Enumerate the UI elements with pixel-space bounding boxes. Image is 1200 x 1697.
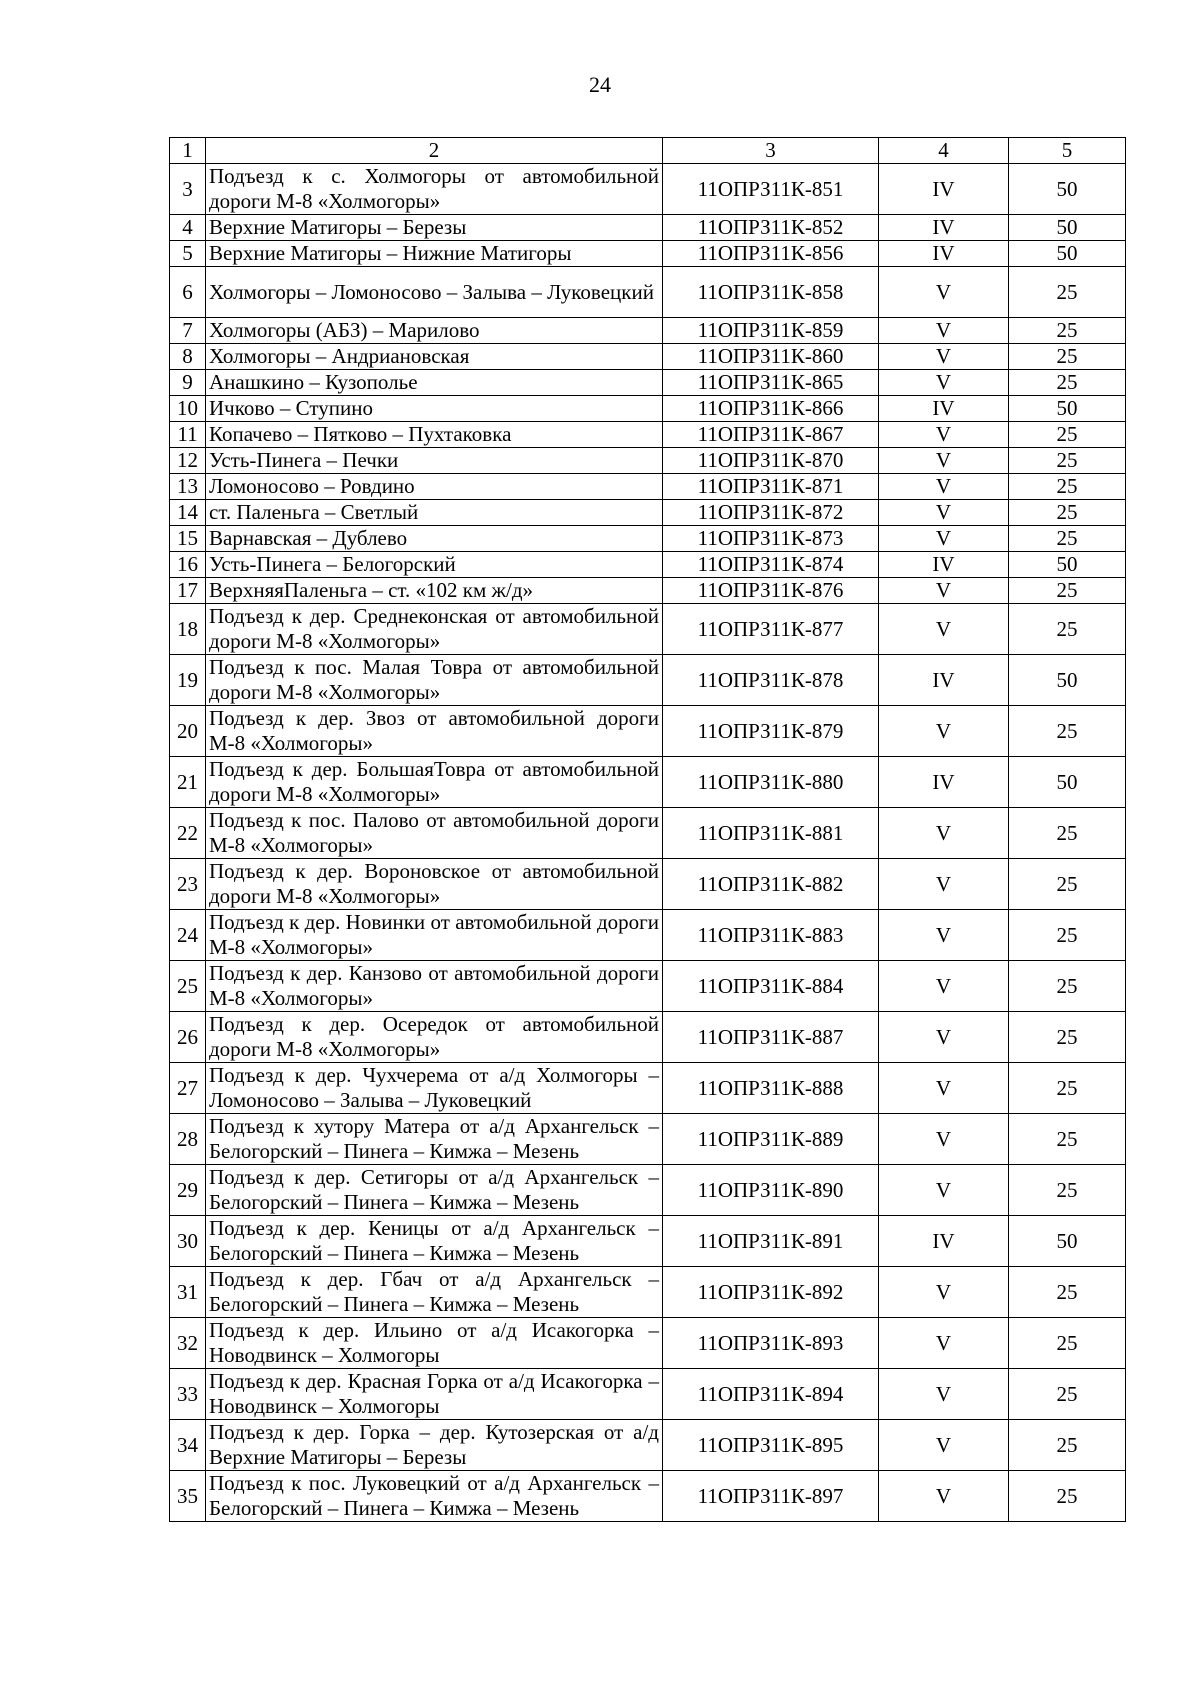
road-width: 25	[1009, 344, 1126, 370]
road-code: 11ОПРЗ11К-891	[663, 1216, 879, 1267]
road-code: 11ОПРЗ11К-892	[663, 1267, 879, 1318]
table-row	[170, 757, 1126, 808]
road-width: 50	[1009, 215, 1126, 241]
road-name: Подъезд к дер. Чухчерема от а/д Холмогоры – Ломоносово – Залыва – Луковецкий	[206, 1063, 663, 1114]
table-row	[170, 552, 1126, 578]
road-name: Подъезд к дер. Кеницы от а/д Архангельск – Белогорский – Пинега – Кимжа – Мезень	[206, 1216, 663, 1267]
road-code: 11ОПРЗ11К-887	[663, 1012, 879, 1063]
road-width: 25	[1009, 448, 1126, 474]
road-name: Подъезд к дер. Горка – дер. Кутозерская от а/д Верхние Матигоры – Березы	[206, 1420, 663, 1471]
road-width: 25	[1009, 910, 1126, 961]
road-code: 11ОПРЗ11К-851	[663, 164, 879, 215]
table-row	[170, 474, 1126, 500]
road-category: V	[879, 604, 1009, 655]
table-row	[170, 910, 1126, 961]
road-category: V	[879, 1318, 1009, 1369]
road-width: 25	[1009, 1063, 1126, 1114]
row-number: 5	[170, 241, 206, 267]
road-code: 11ОПРЗ11К-856	[663, 241, 879, 267]
table-row	[170, 526, 1126, 552]
road-code: 11ОПРЗ11К-881	[663, 808, 879, 859]
road-category: V	[879, 267, 1009, 318]
road-name: Анашкино – Кузополье	[206, 370, 663, 396]
table-row	[170, 578, 1126, 604]
table-row	[170, 1471, 1126, 1522]
road-name: Подъезд к хутору Матера от а/д Архангельск – Белогорский – Пинега – Кимжа – Мезень	[206, 1114, 663, 1165]
table-row	[170, 604, 1126, 655]
road-width: 25	[1009, 500, 1126, 526]
road-code: 11ОПРЗ11К-871	[663, 474, 879, 500]
table-row	[170, 500, 1126, 526]
road-category: V	[879, 578, 1009, 604]
road-width: 25	[1009, 1369, 1126, 1420]
road-width: 50	[1009, 757, 1126, 808]
road-name: ст. Паленьга – Светлый	[206, 500, 663, 526]
row-number: 14	[170, 500, 206, 526]
row-number: 15	[170, 526, 206, 552]
road-category: V	[879, 1012, 1009, 1063]
table-row	[170, 706, 1126, 757]
road-width: 25	[1009, 1165, 1126, 1216]
road-category: V	[879, 1267, 1009, 1318]
header-col-1: 1	[170, 138, 206, 164]
road-code: 11ОПРЗ11К-872	[663, 500, 879, 526]
road-code: 11ОПРЗ11К-894	[663, 1369, 879, 1420]
road-name: Верхние Матигоры – Нижние Матигоры	[206, 241, 663, 267]
road-code: 11ОПРЗ11К-860	[663, 344, 879, 370]
road-code: 11ОПРЗ11К-873	[663, 526, 879, 552]
row-number: 32	[170, 1318, 206, 1369]
table-row	[170, 241, 1126, 267]
table-row	[170, 1267, 1126, 1318]
table-row	[170, 1114, 1126, 1165]
road-category: V	[879, 500, 1009, 526]
row-number: 30	[170, 1216, 206, 1267]
road-name: Подъезд к дер. Звоз от автомобильной дороги М-8 «Холмогоры»	[206, 706, 663, 757]
road-width: 25	[1009, 961, 1126, 1012]
road-width: 50	[1009, 1216, 1126, 1267]
table-row	[170, 859, 1126, 910]
road-width: 25	[1009, 604, 1126, 655]
road-name: Подъезд к дер. Среднеконская от автомобильной дороги М-8 «Холмогоры»	[206, 604, 663, 655]
road-code: 11ОПРЗ11К-893	[663, 1318, 879, 1369]
table-row	[170, 164, 1126, 215]
row-number: 20	[170, 706, 206, 757]
road-category: V	[879, 344, 1009, 370]
road-category: V	[879, 1369, 1009, 1420]
road-code: 11ОПРЗ11К-865	[663, 370, 879, 396]
road-name: Подъезд к дер. Новинки от автомобильной дороги М-8 «Холмогоры»	[206, 910, 663, 961]
row-number: 31	[170, 1267, 206, 1318]
road-name: Ичково – Ступино	[206, 396, 663, 422]
row-number: 6	[170, 267, 206, 318]
road-category: IV	[879, 757, 1009, 808]
road-code: 11ОПРЗ11К-877	[663, 604, 879, 655]
road-name: Верхние Матигоры – Березы	[206, 215, 663, 241]
road-category: IV	[879, 655, 1009, 706]
road-width: 25	[1009, 370, 1126, 396]
road-code: 11ОПРЗ11К-880	[663, 757, 879, 808]
row-number: 25	[170, 961, 206, 1012]
table-row	[170, 344, 1126, 370]
road-width: 25	[1009, 526, 1126, 552]
road-name: Копачево – Пятково – Пухтаковка	[206, 422, 663, 448]
road-category: IV	[879, 241, 1009, 267]
table-row	[170, 267, 1126, 318]
table-row	[170, 808, 1126, 859]
road-category: V	[879, 1165, 1009, 1216]
road-width: 50	[1009, 241, 1126, 267]
road-width: 25	[1009, 1114, 1126, 1165]
road-category: V	[879, 1471, 1009, 1522]
road-width: 25	[1009, 706, 1126, 757]
row-number: 17	[170, 578, 206, 604]
road-width: 25	[1009, 1318, 1126, 1369]
road-name: Усть-Пинега – Печки	[206, 448, 663, 474]
row-number: 19	[170, 655, 206, 706]
road-category: IV	[879, 396, 1009, 422]
row-number: 8	[170, 344, 206, 370]
row-number: 33	[170, 1369, 206, 1420]
road-category: IV	[879, 215, 1009, 241]
row-number: 35	[170, 1471, 206, 1522]
road-category: V	[879, 1420, 1009, 1471]
row-number: 21	[170, 757, 206, 808]
road-name: Подъезд к дер. Канзово от автомобильной дороги М-8 «Холмогоры»	[206, 961, 663, 1012]
road-category: V	[879, 961, 1009, 1012]
road-category: V	[879, 526, 1009, 552]
road-category: V	[879, 859, 1009, 910]
road-name: ВерхняяПаленьга – ст. «102 км ж/д»	[206, 578, 663, 604]
header-row	[170, 138, 1126, 164]
road-code: 11ОПРЗ11К-858	[663, 267, 879, 318]
row-number: 22	[170, 808, 206, 859]
road-code: 11ОПРЗ11К-870	[663, 448, 879, 474]
road-code: 11ОПРЗ11К-882	[663, 859, 879, 910]
road-name: Холмогоры – Андриановская	[206, 344, 663, 370]
road-width: 25	[1009, 1267, 1126, 1318]
road-category: V	[879, 910, 1009, 961]
row-number: 13	[170, 474, 206, 500]
road-category: V	[879, 808, 1009, 859]
header-col-2: 2	[206, 138, 663, 164]
road-category: V	[879, 448, 1009, 474]
road-name: Подъезд к дер. Красная Горка от а/д Исакогорка – Новодвинск – Холмогоры	[206, 1369, 663, 1420]
table-row	[170, 448, 1126, 474]
road-category: V	[879, 422, 1009, 448]
road-name: Подъезд к дер. Сетигоры от а/д Архангельск – Белогорский – Пинега – Кимжа – Мезень	[206, 1165, 663, 1216]
table-body	[170, 164, 1126, 1522]
road-code: 11ОПРЗ11К-897	[663, 1471, 879, 1522]
table-row	[170, 655, 1126, 706]
table-row	[170, 1165, 1126, 1216]
table-row	[170, 318, 1126, 344]
road-code: 11ОПРЗ11К-895	[663, 1420, 879, 1471]
row-number: 11	[170, 422, 206, 448]
row-number: 28	[170, 1114, 206, 1165]
row-number: 23	[170, 859, 206, 910]
road-code: 11ОПРЗ11К-889	[663, 1114, 879, 1165]
road-category: V	[879, 318, 1009, 344]
row-number: 29	[170, 1165, 206, 1216]
table-row	[170, 396, 1126, 422]
road-width: 50	[1009, 552, 1126, 578]
road-code: 11ОПРЗ11К-890	[663, 1165, 879, 1216]
road-name: Подъезд к дер. БольшаяТовра от автомобильной дороги М-8 «Холмогоры»	[206, 757, 663, 808]
road-code: 11ОПРЗ11К-879	[663, 706, 879, 757]
road-width: 50	[1009, 164, 1126, 215]
header-col-3: 3	[663, 138, 879, 164]
row-number: 12	[170, 448, 206, 474]
road-width: 25	[1009, 808, 1126, 859]
row-number: 26	[170, 1012, 206, 1063]
road-category: V	[879, 1114, 1009, 1165]
road-name: Подъезд к с. Холмогоры от автомобильной дороги М-8 «Холмогоры»	[206, 164, 663, 215]
table-row	[170, 1063, 1126, 1114]
road-name: Подъезд к дер. Вороновское от автомобильной дороги М-8 «Холмогоры»	[206, 859, 663, 910]
road-width: 25	[1009, 1420, 1126, 1471]
road-name: Подъезд к пос. Малая Товра от автомобильной дороги М-8 «Холмогоры»	[206, 655, 663, 706]
road-name: Подъезд к дер. Осередок от автомобильной дороги М-8 «Холмогоры»	[206, 1012, 663, 1063]
road-name: Подъезд к пос. Палово от автомобильной дороги М-8 «Холмогоры»	[206, 808, 663, 859]
table-row	[170, 961, 1126, 1012]
road-width: 25	[1009, 859, 1126, 910]
roads-table	[169, 137, 1126, 1522]
row-number: 10	[170, 396, 206, 422]
road-width: 25	[1009, 474, 1126, 500]
road-width: 25	[1009, 1012, 1126, 1063]
table-row	[170, 1318, 1126, 1369]
row-number: 4	[170, 215, 206, 241]
road-name: Холмогоры – Ломоносово – Залыва – Луковецкий	[206, 267, 663, 318]
header-col-5: 5	[1009, 138, 1126, 164]
road-code: 11ОПРЗ11К-852	[663, 215, 879, 241]
row-number: 16	[170, 552, 206, 578]
table-row	[170, 370, 1126, 396]
road-category: V	[879, 706, 1009, 757]
page-number: 24	[589, 72, 611, 97]
road-category: IV	[879, 164, 1009, 215]
table-row	[170, 1216, 1126, 1267]
road-code: 11ОПРЗ11К-859	[663, 318, 879, 344]
row-number: 34	[170, 1420, 206, 1471]
road-code: 11ОПРЗ11К-876	[663, 578, 879, 604]
table-row	[170, 422, 1126, 448]
road-width: 50	[1009, 655, 1126, 706]
road-name: Подъезд к дер. Гбач от а/д Архангельск – Белогорский – Пинега – Кимжа – Мезень	[206, 1267, 663, 1318]
row-number: 7	[170, 318, 206, 344]
road-code: 11ОПРЗ11К-874	[663, 552, 879, 578]
road-name: Ломоносово – Ровдино	[206, 474, 663, 500]
road-code: 11ОПРЗ11К-884	[663, 961, 879, 1012]
road-name: Подъезд к дер. Ильино от а/д Исакогорка – Новодвинск – Холмогоры	[206, 1318, 663, 1369]
road-width: 25	[1009, 1471, 1126, 1522]
road-width: 50	[1009, 396, 1126, 422]
row-number: 9	[170, 370, 206, 396]
road-name: Варнавская – Дублево	[206, 526, 663, 552]
road-width: 25	[1009, 318, 1126, 344]
road-code: 11ОПРЗ11К-878	[663, 655, 879, 706]
road-width: 25	[1009, 422, 1126, 448]
row-number: 27	[170, 1063, 206, 1114]
table-row	[170, 215, 1126, 241]
road-code: 11ОПРЗ11К-867	[663, 422, 879, 448]
road-name: Усть-Пинега – Белогорский	[206, 552, 663, 578]
road-category: IV	[879, 552, 1009, 578]
road-category: V	[879, 474, 1009, 500]
row-number: 24	[170, 910, 206, 961]
road-name: Подъезд к пос. Луковецкий от а/д Архангельск – Белогорский – Пинега – Кимжа – Мезень	[206, 1471, 663, 1522]
road-category: V	[879, 370, 1009, 396]
road-width: 25	[1009, 578, 1126, 604]
road-code: 11ОПРЗ11К-866	[663, 396, 879, 422]
table-row	[170, 1369, 1126, 1420]
road-code: 11ОПРЗ11К-888	[663, 1063, 879, 1114]
road-category: IV	[879, 1216, 1009, 1267]
header-col-4: 4	[879, 138, 1009, 164]
road-category: V	[879, 1063, 1009, 1114]
table-row	[170, 1012, 1126, 1063]
row-number: 3	[170, 164, 206, 215]
road-width: 25	[1009, 267, 1126, 318]
table-row	[170, 1420, 1126, 1471]
row-number: 18	[170, 604, 206, 655]
road-name: Холмогоры (АБЗ) – Марилово	[206, 318, 663, 344]
road-code: 11ОПРЗ11К-883	[663, 910, 879, 961]
